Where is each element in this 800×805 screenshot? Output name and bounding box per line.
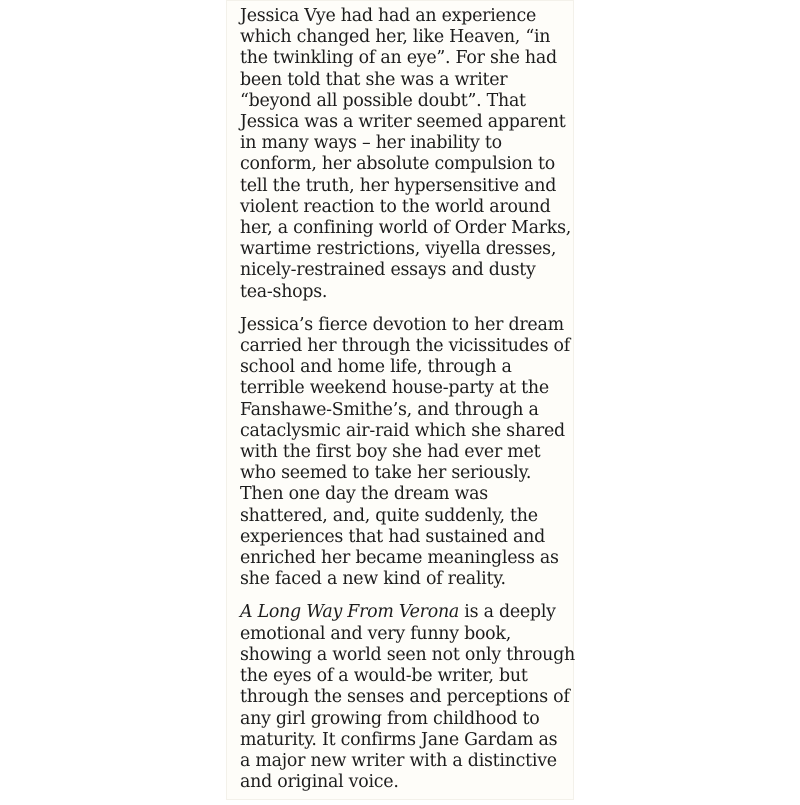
text-line: Jessica Vye had had an experience (240, 6, 537, 26)
text-line: wartime restrictions, viyella dresses, (240, 239, 557, 260)
paragraph-2 (240, 315, 570, 591)
text-line: in many ways – her inability to (240, 133, 502, 154)
book-title: A Long Way From Verona (240, 602, 460, 623)
text-line: the eyes of a would-be writer, but (240, 666, 528, 687)
text-line: emotional and very funny book, (240, 623, 511, 644)
text-line: tea-shops. (240, 281, 328, 302)
text-line: the twinkling of an eye”. For she had (240, 48, 557, 69)
text-line: experiences that had sustained and (240, 526, 545, 547)
text-line: violent reaction to the world around (240, 196, 551, 217)
text-line: a major new writer with a distinctive (240, 750, 557, 771)
paragraph-1 (240, 6, 570, 303)
text-line: “beyond all possible doubt”. That (240, 90, 526, 111)
text-line: which changed her, like Heaven, “in (240, 27, 551, 48)
text-line: nicely-restrained essays and dusty (240, 260, 536, 281)
text-line: shattered, and, quite suddenly, the (240, 505, 538, 526)
text-line: been told that she was a writer (240, 69, 508, 90)
text-line: Jessica was a writer seemed apparent (240, 112, 566, 133)
text-line: Fanshawe-Smithe’s, and through a (240, 399, 539, 420)
text-line: who seemed to take her seriously. (240, 463, 532, 484)
text-line: she faced a new kind of reality. (240, 569, 506, 590)
text-line: conform, her absolute compulsion to (240, 154, 555, 175)
blurb-text (240, 6, 575, 805)
text-line: any girl growing from childhood to (240, 708, 540, 729)
text-line: school and home life, through a (240, 357, 512, 378)
paragraph-3 (240, 602, 575, 793)
text-line: carried her through the vicissitudes of (240, 336, 570, 357)
text-line: with the first boy she had ever met (240, 442, 541, 463)
text-line: her, a confining world of Order Marks, (240, 218, 572, 239)
text-line: terrible weekend house-party at the (240, 378, 549, 399)
text-line: and original voice. (240, 772, 399, 793)
text-fragment: is a deeply (459, 602, 556, 623)
text-line: cataclysmic air-raid which she shared (240, 420, 565, 441)
text-line: enriched her became meaningless as (240, 548, 559, 569)
text-line: maturity. It confirms Jane Gardam as (240, 729, 558, 750)
text-line: Jessica’s fierce devotion to her dream (240, 314, 564, 335)
text-line: Then one day the dream was (240, 484, 488, 505)
text-line: through the senses and perceptions of (240, 687, 570, 708)
text-line: showing a world seen not only through (240, 644, 575, 665)
text-line: tell the truth, her hypersensitive and (240, 175, 557, 196)
text-line-with-title (240, 602, 570, 623)
